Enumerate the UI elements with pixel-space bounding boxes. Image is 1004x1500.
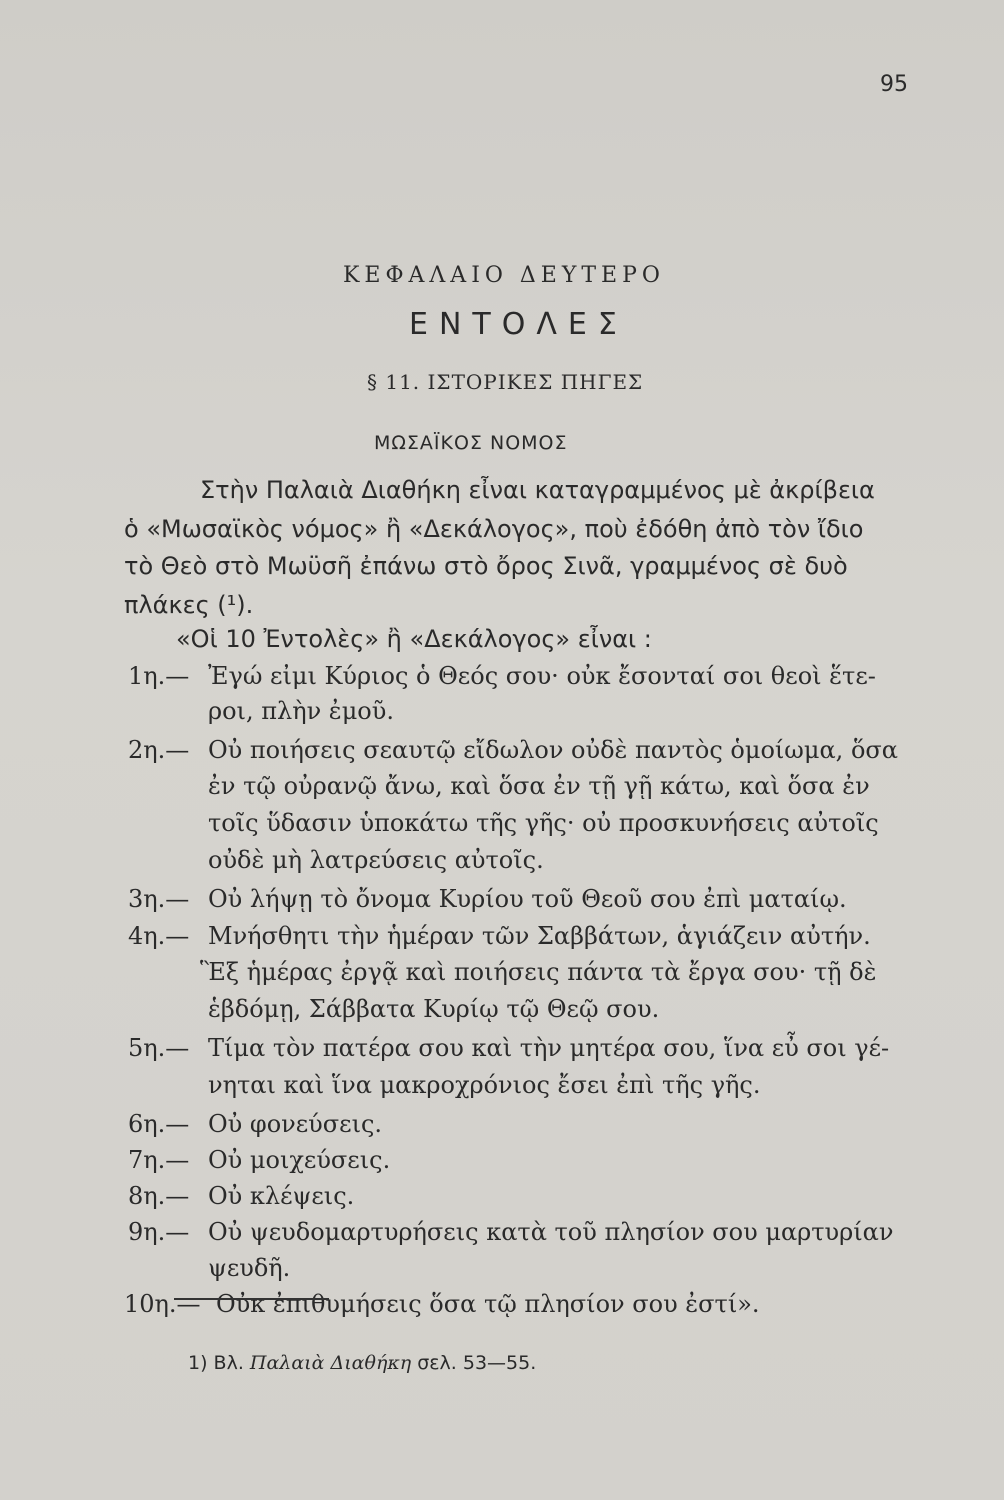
commandment-text: Οὐ ποιήσεις σεαυτῷ εἴδωλον οὐδὲ παντὸς ὁμοίωμα, ὅσα: [208, 736, 898, 764]
commandment-number: 3η.—: [128, 885, 190, 913]
commandment-text: Ἐγώ εἰμι Κύριος ὁ Θεός σου· οὐκ ἔσονταί σοι θεοὶ ἕτε-: [208, 662, 876, 690]
footnote: [188, 1352, 536, 1374]
commandment-text: οὐδὲ μὴ λατρεύσεις αὐτοῖς.: [208, 846, 544, 874]
commandment-1: [128, 662, 876, 690]
commandment-number: 4η.—: [128, 922, 190, 950]
commandment-number: 7η.—: [128, 1146, 190, 1174]
intro-line: Στὴν Παλαιὰ Διαθήκη εἶναι καταγραμμένος μὲ ἀκρίβεια: [200, 476, 875, 504]
commandment-8: [128, 1182, 354, 1210]
commandment-3: [128, 885, 847, 913]
commandment-9: [128, 1218, 893, 1246]
subheading: ΜΩΣΑΪΚΟΣ ΝΟΜΟΣ: [374, 432, 568, 454]
commandment-10: [124, 1290, 760, 1318]
commandment-number: 1η.—: [128, 662, 190, 690]
commandment-text: Οὐ μοιχεύσεις.: [208, 1146, 391, 1174]
commandment-6: [128, 1110, 382, 1138]
commandment-number: 10η.—: [124, 1290, 201, 1318]
footnote-prefix: 1) Βλ.: [188, 1352, 244, 1374]
footnote-pages: σελ. 53—55.: [417, 1352, 537, 1374]
commandment-2: [128, 736, 898, 764]
commandment-text: Τίμα τὸν πατέρα σου καὶ τὴν μητέρα σου, ἵνα εὖ σοι γέ-: [208, 1034, 890, 1062]
intro-line: τὸ Θεὸ στὸ Μωϋσῆ ἐπάνω στὸ ὄρος Σινᾶ, γραμμένος σὲ δυὸ: [124, 552, 848, 580]
intro-line: πλάκες (¹).: [124, 591, 254, 619]
section-heading: § 11. ΙΣΤΟΡΙΚΕΣ ΠΗΓΕΣ: [367, 370, 644, 394]
commandment-text: Οὐ ψευδομαρτυρήσεις κατὰ τοῦ πλησίον σου μαρτυρίαν: [208, 1218, 894, 1246]
commandment-text: ἑβδόμῃ, Σάββατα Κυρίῳ τῷ Θεῷ σου.: [208, 995, 660, 1023]
footnote-divider: [174, 1298, 329, 1300]
commandment-text: Οὐ λήψῃ τὸ ὄνομα Κυρίου τοῦ Θεοῦ σου ἐπὶ ματαίῳ.: [208, 885, 847, 913]
commandment-5: [128, 1034, 889, 1062]
chapter-heading: ΚΕΦΑΛΑΙΟ ΔΕΥΤΕΡΟ: [343, 263, 665, 288]
commandment-number: 6η.—: [128, 1110, 190, 1138]
commandment-text: Οὐ φονεύσεις.: [208, 1110, 383, 1138]
commandment-7: [128, 1146, 390, 1174]
intro-line: ὁ «Μωσαϊκὸς νόμος» ἢ «Δεκάλογος», ποὺ ἐδόθη ἀπὸ τὸν ἴδιο: [124, 515, 864, 543]
commandment-text: τοῖς ὕδασιν ὑποκάτω τῆς γῆς· οὐ προσκυνήσεις αὐτοῖς: [208, 809, 879, 837]
page-title: ΕΝΤΟΛΕΣ: [409, 307, 628, 342]
commandment-4: [128, 922, 871, 950]
commandment-text: Οὐ κλέψεις.: [208, 1182, 355, 1210]
commandment-text: Ἓξ ἡμέρας ἐργᾷ καὶ ποιήσεις πάντα τὰ ἔργα σου· τῇ δὲ: [200, 958, 877, 986]
commandment-text: Μνήσθητι τὴν ἡμέραν τῶν Σαββάτων, ἁγιάζειν αὐτήν.: [208, 922, 871, 950]
commandment-text: νηται καὶ ἵνα μακροχρόνιος ἔσει ἐπὶ τῆς γῆς.: [208, 1071, 761, 1099]
commandment-text: ἐν τῷ οὐρανῷ ἄνω, καὶ ὅσα ἐν τῇ γῇ κάτω, καὶ ὅσα ἐν: [208, 772, 870, 800]
intro-lead: «Οἱ 10 Ἐντολὲς» ἢ «Δεκάλογος» εἶναι :: [176, 625, 652, 653]
footnote-source: Παλαιὰ Διαθήκη: [249, 1352, 412, 1374]
commandment-number: 9η.—: [128, 1218, 190, 1246]
commandment-text: ψευδῆ.: [208, 1254, 291, 1282]
commandment-text: Οὐκ ἐπιθυμήσεις ὅσα τῷ πλησίον σου ἐστί».: [216, 1290, 760, 1318]
commandment-text: ροι, πλὴν ἐμοῦ.: [208, 697, 394, 725]
commandment-number: 2η.—: [128, 736, 190, 764]
commandment-number: 5η.—: [128, 1034, 190, 1062]
page-number: 95: [880, 72, 908, 97]
commandment-number: 8η.—: [128, 1182, 190, 1210]
